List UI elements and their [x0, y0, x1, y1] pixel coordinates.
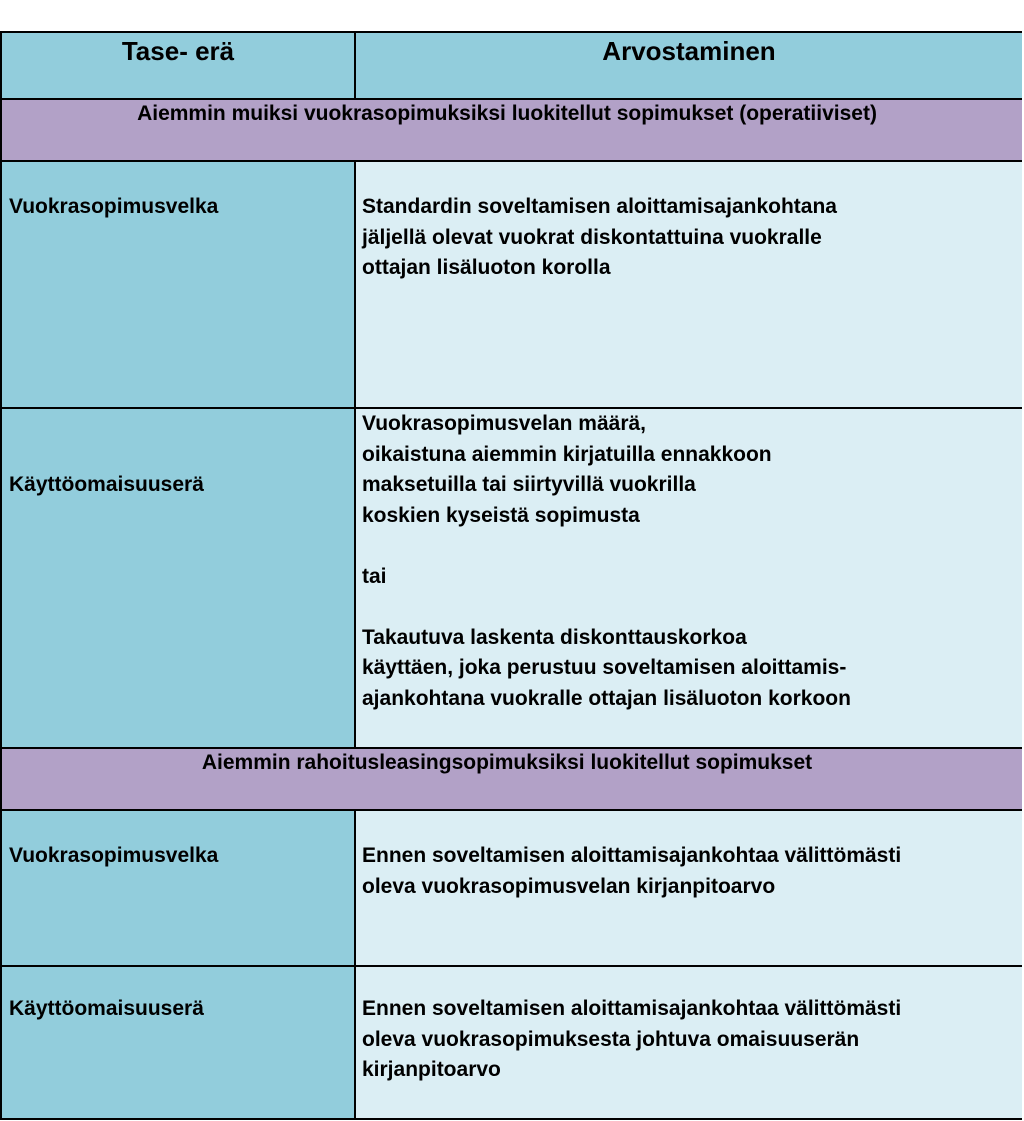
value-line: tai — [362, 564, 387, 588]
section-title: Aiemmin rahoitusleasingsopimuksiksi luokitellut sopimukset — [201, 751, 813, 774]
row-label: Vuokrasopimusvelka — [9, 844, 219, 867]
value-line: koskien kyseistä sopimusta — [362, 503, 640, 527]
row-value-text — [362, 409, 851, 714]
section-title-row — [2, 100, 1022, 162]
row-label-cell — [2, 162, 356, 407]
value-line: ajankohtana vuokralle ottajan lisäluoton korkoon — [362, 686, 851, 710]
value-line: käyttäen, joka perustuu soveltamisen aloittamis- — [362, 656, 847, 679]
value-line — [362, 592, 851, 623]
section-title: Aiemmin muiksi vuokrasopimuksiksi luokitellut sopimukset (operatiiviset) — [137, 102, 877, 125]
row-value-text — [362, 192, 837, 284]
row-label: Vuokrasopimusvelka — [9, 195, 219, 218]
value-line — [362, 531, 851, 562]
section-title-cell — [2, 749, 1022, 809]
header-cell-valuation — [356, 33, 1022, 98]
value-line: Takautuva laskenta diskonttauskorkoa — [362, 625, 747, 649]
value-line: oleva vuokrasopimuksesta johtuva omaisuuserän — [362, 1027, 860, 1051]
row-value-cell — [356, 967, 1022, 1118]
row-label-cell — [2, 409, 356, 747]
row-label: Käyttöomaisuuserä — [9, 473, 204, 496]
header-balance-item: Tase- erä — [121, 36, 235, 66]
value-line: Vuokrasopimusvelan määrä, — [362, 412, 647, 435]
header-cell-balance-item — [2, 33, 356, 98]
value-line: Ennen soveltamisen aloittamisajankohtaa välittömästi — [362, 844, 902, 867]
value-line: maksetuilla tai siirtyvillä vuokrilla — [362, 473, 696, 496]
value-line: Ennen soveltamisen aloittamisajankohtaa välittömästi — [362, 997, 902, 1020]
row-value-cell — [356, 409, 1022, 747]
value-line: oikaistuna aiemmin kirjatuilla ennakkoon — [362, 442, 772, 466]
row-value-text — [362, 994, 901, 1086]
value-line: kirjanpitoarvo — [362, 1058, 501, 1081]
section-title-cell — [2, 100, 1022, 160]
row-value-cell — [356, 162, 1022, 407]
table-row — [2, 162, 1022, 409]
row-label-cell — [2, 967, 356, 1118]
value-line: ottajan lisäluoton korolla — [362, 256, 611, 279]
valuation-table — [0, 31, 1022, 1120]
row-label: Käyttöomaisuuserä — [9, 997, 204, 1020]
section-title-row — [2, 749, 1022, 811]
table-header-row — [2, 33, 1022, 100]
row-value-text — [362, 841, 901, 902]
header-valuation: Arvostaminen — [602, 36, 776, 66]
table-row — [2, 409, 1022, 749]
row-value-cell — [356, 811, 1022, 965]
value-line: oleva vuokrasopimusvelan kirjanpitoarvo — [362, 874, 776, 898]
table-row — [2, 967, 1022, 1118]
value-line: Standardin soveltamisen aloittamisajankohtana — [362, 195, 837, 218]
table-row — [2, 811, 1022, 967]
row-label-cell — [2, 811, 356, 965]
value-line: jäljellä olevat vuokrat diskontattuina vuokralle — [362, 225, 822, 249]
